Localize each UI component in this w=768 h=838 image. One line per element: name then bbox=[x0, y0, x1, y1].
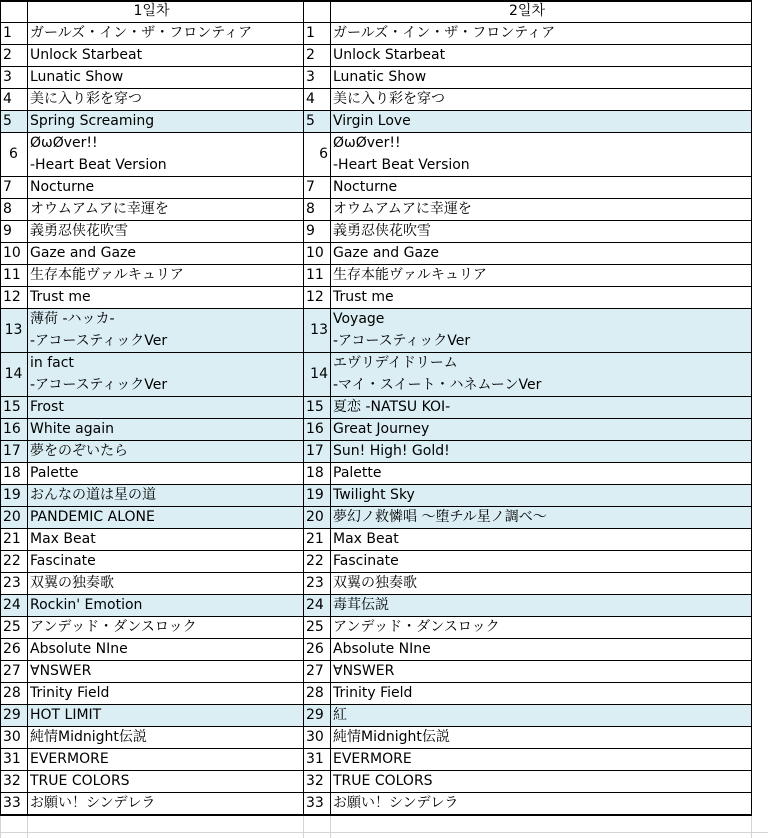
day2-track-number[interactable]: 2 bbox=[306, 47, 315, 63]
row-border bbox=[0, 110, 752, 111]
day2-track-number[interactable]: 22 bbox=[306, 553, 324, 569]
song-title-line: TRUE COLORS bbox=[30, 773, 130, 789]
day1-track-number[interactable]: 32 bbox=[3, 773, 21, 789]
day1-track-number[interactable]: 19 bbox=[0, 484, 27, 506]
day2-track-number[interactable]: 33 bbox=[306, 795, 324, 811]
song-title-line: ガールズ・イン・ザ・フロンティア bbox=[333, 25, 556, 41]
day2-song-title[interactable] bbox=[330, 44, 751, 66]
song-title-line: お願い！シンデレラ bbox=[333, 795, 459, 811]
song-title-line: 双翼の独奏歌 bbox=[333, 575, 417, 591]
day1-song-title[interactable] bbox=[27, 638, 303, 660]
song-title-line: HOT LIMIT bbox=[30, 707, 102, 723]
row-border bbox=[0, 814, 752, 816]
day2-track-number[interactable]: 23 bbox=[306, 575, 324, 591]
day2-song-title[interactable] bbox=[330, 220, 751, 242]
row-border bbox=[0, 242, 752, 243]
song-title-line: Nocturne bbox=[333, 179, 398, 195]
day1-song-title[interactable] bbox=[27, 264, 303, 286]
empty-gridline bbox=[303, 816, 304, 838]
day2-track-number[interactable]: 28 bbox=[306, 685, 324, 701]
day1-song-title[interactable] bbox=[27, 220, 303, 242]
day1-track-number[interactable]: 11 bbox=[3, 267, 21, 283]
day1-song-title[interactable] bbox=[27, 484, 303, 506]
song-title-line: Twilight Sky bbox=[333, 487, 415, 503]
day2-track-number[interactable]: 14 bbox=[303, 352, 330, 396]
day2-song-title[interactable] bbox=[330, 66, 751, 88]
day2-track-number[interactable]: 25 bbox=[306, 619, 324, 635]
column-border bbox=[303, 0, 304, 815]
day2-song-title[interactable] bbox=[330, 132, 751, 176]
day2-track-number[interactable]: 21 bbox=[306, 531, 324, 547]
row-border bbox=[0, 792, 752, 793]
day1-track-number[interactable]: 15 bbox=[0, 396, 27, 418]
day2-song-title[interactable] bbox=[330, 198, 751, 220]
day2-song-title[interactable] bbox=[330, 572, 751, 594]
day2-track-number[interactable]: 20 bbox=[303, 506, 330, 528]
empty-gridline bbox=[751, 816, 752, 838]
row-border bbox=[0, 572, 752, 573]
day1-track-number[interactable]: 3 bbox=[3, 69, 12, 85]
day1-song-title[interactable] bbox=[27, 594, 303, 616]
day1-track-number[interactable]: 10 bbox=[3, 245, 21, 261]
song-title-line: ØωØver!! bbox=[30, 135, 98, 151]
day2-track-number[interactable]: 29 bbox=[303, 704, 330, 726]
day1-track-number[interactable]: 12 bbox=[3, 289, 21, 305]
day1-song-title[interactable] bbox=[27, 726, 303, 748]
day2-song-title[interactable] bbox=[330, 616, 751, 638]
day1-track-number[interactable]: 16 bbox=[0, 418, 27, 440]
day2-track-number[interactable]: 13 bbox=[303, 308, 330, 352]
song-title-line: 夢幻ノ救憐唱 ～堕チル星ノ調ベ～ bbox=[333, 509, 547, 525]
row-border bbox=[0, 44, 752, 45]
day1-track-number[interactable]: 21 bbox=[3, 531, 21, 547]
day1-song-title[interactable] bbox=[27, 22, 303, 44]
day2-song-title[interactable] bbox=[330, 770, 751, 792]
day1-song-title[interactable] bbox=[27, 110, 303, 132]
day2-song-title[interactable] bbox=[330, 418, 751, 440]
day2-track-number[interactable]: 5 bbox=[303, 110, 330, 132]
day2-song-title[interactable] bbox=[330, 22, 751, 44]
day2-song-title[interactable] bbox=[330, 594, 751, 616]
day2-song-title[interactable] bbox=[330, 726, 751, 748]
song-title-line: 双翼の独奏歌 bbox=[30, 575, 114, 591]
row-border bbox=[0, 638, 752, 639]
day1-song-title[interactable] bbox=[27, 352, 303, 396]
day1-song-title[interactable] bbox=[27, 506, 303, 528]
song-title-line: ∀NSWER bbox=[333, 663, 395, 679]
day1-track-number[interactable]: 20 bbox=[0, 506, 27, 528]
song-title-line: Gaze and Gaze bbox=[30, 245, 137, 261]
row-border bbox=[0, 308, 752, 309]
song-title-line: アンデッド・ダンスロック bbox=[333, 619, 500, 635]
day2-track-number[interactable]: 30 bbox=[306, 729, 324, 745]
day1-track-number[interactable]: 25 bbox=[3, 619, 21, 635]
song-title-line: TRUE COLORS bbox=[333, 773, 433, 789]
song-title-line: -アコースティックVer bbox=[30, 333, 168, 349]
day2-song-title[interactable] bbox=[330, 462, 751, 484]
day1-track-number[interactable]: 5 bbox=[0, 110, 27, 132]
day1-song-title[interactable] bbox=[27, 242, 303, 264]
row-border bbox=[0, 726, 752, 727]
day2-track-number[interactable]: 12 bbox=[306, 289, 324, 305]
day2-song-title[interactable] bbox=[330, 528, 751, 550]
day1-track-number[interactable]: 2 bbox=[3, 47, 12, 63]
day1-track-number[interactable]: 1 bbox=[3, 25, 12, 41]
day2-track-number[interactable]: 27 bbox=[306, 663, 324, 679]
day2-track-number[interactable]: 19 bbox=[303, 484, 330, 506]
song-title-line: Trust me bbox=[333, 289, 394, 305]
song-title-line: EVERMORE bbox=[30, 751, 109, 767]
day2-track-number[interactable]: 3 bbox=[306, 69, 315, 85]
day2-track-number[interactable]: 7 bbox=[306, 179, 315, 195]
song-title-line: お願い！シンデレラ bbox=[30, 795, 156, 811]
song-title-line: Nocturne bbox=[30, 179, 95, 195]
row-border bbox=[0, 220, 752, 221]
day2-song-title[interactable] bbox=[330, 242, 751, 264]
song-title-line: 純情Midnight伝説 bbox=[30, 729, 147, 745]
song-title-line: Palette bbox=[30, 465, 79, 481]
header-day1[interactable]: 1일차 bbox=[133, 3, 170, 19]
song-title-line: Lunatic Show bbox=[30, 69, 124, 85]
day2-song-title[interactable] bbox=[330, 440, 751, 462]
song-title-line: Gaze and Gaze bbox=[333, 245, 440, 261]
row-border bbox=[0, 418, 752, 419]
column-border bbox=[0, 0, 1, 815]
header-day2[interactable]: 2일차 bbox=[509, 3, 545, 19]
row-border bbox=[0, 748, 752, 749]
day1-track-number[interactable]: 24 bbox=[0, 594, 27, 616]
day2-song-title[interactable] bbox=[330, 550, 751, 572]
song-title-line: -アコースティックVer bbox=[333, 333, 471, 349]
song-title-line: Frost bbox=[30, 399, 64, 415]
song-title-line: EVERMORE bbox=[333, 751, 412, 767]
song-title-line: White again bbox=[30, 421, 114, 437]
song-title-line: 純情Midnight伝説 bbox=[333, 729, 450, 745]
day1-song-title[interactable] bbox=[27, 308, 303, 352]
song-title-line: -Heart Beat Version bbox=[333, 157, 470, 173]
day2-song-title[interactable] bbox=[330, 286, 751, 308]
day2-song-title[interactable] bbox=[330, 308, 751, 352]
day1-track-number[interactable]: 29 bbox=[0, 704, 27, 726]
day2-track-number[interactable]: 17 bbox=[303, 440, 330, 462]
song-title-line: Max Beat bbox=[333, 531, 399, 547]
column-border bbox=[330, 0, 331, 815]
day1-song-title[interactable] bbox=[27, 66, 303, 88]
day1-track-number[interactable]: 23 bbox=[3, 575, 21, 591]
row-border bbox=[0, 462, 752, 463]
day2-track-number[interactable]: 16 bbox=[303, 418, 330, 440]
song-title-line: Great Journey bbox=[333, 421, 430, 437]
song-title-line: Absolute NIne bbox=[333, 641, 431, 657]
day1-track-number[interactable]: 4 bbox=[3, 91, 12, 107]
day1-song-title[interactable] bbox=[27, 572, 303, 594]
day1-song-title[interactable] bbox=[27, 748, 303, 770]
song-title-line: Trinity Field bbox=[333, 685, 413, 701]
day1-song-title[interactable] bbox=[27, 286, 303, 308]
song-title-line: 義勇忍侠花吹雪 bbox=[333, 223, 431, 239]
day1-track-number[interactable]: 6 bbox=[9, 146, 18, 162]
song-title-line: ガールズ・イン・ザ・フロンティア bbox=[30, 25, 253, 41]
day2-song-title[interactable] bbox=[330, 176, 751, 198]
song-title-line: 美に入り彩を穿つ bbox=[30, 91, 142, 107]
day1-track-number[interactable]: 7 bbox=[3, 179, 12, 195]
column-border bbox=[27, 0, 28, 815]
day1-song-title[interactable] bbox=[27, 682, 303, 704]
day1-song-title[interactable] bbox=[27, 198, 303, 220]
song-title-line: 毒茸伝説 bbox=[333, 597, 389, 613]
song-title-line: PANDEMIC ALONE bbox=[30, 509, 155, 525]
day2-song-title[interactable] bbox=[330, 660, 751, 682]
day2-song-title[interactable] bbox=[330, 88, 751, 110]
day1-song-title[interactable] bbox=[27, 462, 303, 484]
day1-song-title[interactable] bbox=[27, 528, 303, 550]
row-border bbox=[0, 484, 752, 485]
empty-gridline bbox=[27, 816, 28, 838]
row-border bbox=[0, 352, 752, 353]
day1-song-title[interactable] bbox=[27, 132, 303, 176]
day2-track-number[interactable]: 18 bbox=[306, 465, 324, 481]
day2-song-title[interactable] bbox=[330, 396, 751, 418]
day2-track-number[interactable]: 15 bbox=[303, 396, 330, 418]
day2-song-title[interactable] bbox=[330, 638, 751, 660]
day1-track-number[interactable]: 18 bbox=[3, 465, 21, 481]
day2-track-number[interactable]: 9 bbox=[306, 223, 315, 239]
day1-track-number[interactable]: 14 bbox=[0, 352, 27, 396]
day2-song-title[interactable] bbox=[330, 792, 751, 814]
day2-song-title[interactable] bbox=[330, 352, 751, 396]
day2-track-number[interactable]: 4 bbox=[306, 91, 315, 107]
day1-song-title[interactable] bbox=[27, 550, 303, 572]
day1-song-title[interactable] bbox=[27, 770, 303, 792]
row-border bbox=[0, 594, 752, 595]
song-title-line: Max Beat bbox=[30, 531, 96, 547]
day1-song-title[interactable] bbox=[27, 88, 303, 110]
day1-track-number[interactable]: 30 bbox=[3, 729, 21, 745]
song-title-line: 生存本能ヴァルキュリア bbox=[333, 267, 487, 283]
row-border bbox=[0, 132, 752, 133]
song-title-line: Unlock Starbeat bbox=[333, 47, 446, 63]
song-title-line: オウムアムアに幸運を bbox=[333, 201, 472, 217]
day2-track-number[interactable]: 8 bbox=[306, 201, 315, 217]
day1-song-title[interactable] bbox=[27, 616, 303, 638]
song-title-line: 生存本能ヴァルキュリア bbox=[30, 267, 184, 283]
row-border bbox=[0, 198, 752, 199]
song-title-line: 美に入り彩を穿つ bbox=[333, 91, 445, 107]
day1-track-number[interactable]: 26 bbox=[3, 641, 21, 657]
song-title-line: おんなの道は星の道 bbox=[30, 487, 156, 503]
song-title-line: Fascinate bbox=[333, 553, 399, 569]
row-border bbox=[0, 264, 752, 265]
song-title-line: Spring Screaming bbox=[30, 113, 155, 129]
song-title-line: Sun! High! Gold! bbox=[333, 443, 450, 459]
song-title-line: Fascinate bbox=[30, 553, 96, 569]
day1-track-number[interactable]: 31 bbox=[3, 751, 21, 767]
song-title-line: 義勇忍侠花吹雪 bbox=[30, 223, 128, 239]
song-title-line: -アコースティックVer bbox=[30, 377, 168, 393]
day2-track-number[interactable]: 24 bbox=[303, 594, 330, 616]
row-border bbox=[0, 528, 752, 529]
row-border bbox=[0, 22, 752, 23]
day1-track-number[interactable]: 22 bbox=[3, 553, 21, 569]
row-border bbox=[0, 440, 752, 441]
song-title-line: Virgin Love bbox=[333, 113, 411, 129]
song-title-line: 夏恋 -NATSU KOI- bbox=[333, 399, 451, 415]
day2-song-title[interactable] bbox=[330, 264, 751, 286]
row-border bbox=[0, 506, 752, 507]
row-border bbox=[0, 88, 752, 89]
day2-track-number[interactable]: 11 bbox=[306, 267, 324, 283]
day1-song-title[interactable] bbox=[27, 660, 303, 682]
row-border bbox=[0, 286, 752, 287]
day1-track-number[interactable]: 27 bbox=[3, 663, 21, 679]
day2-track-number[interactable]: 10 bbox=[306, 245, 324, 261]
day2-song-title[interactable] bbox=[330, 704, 751, 726]
day2-track-number[interactable]: 1 bbox=[306, 25, 315, 41]
empty-gridline bbox=[0, 832, 768, 833]
empty-gridline bbox=[330, 816, 331, 838]
day1-track-number[interactable]: 33 bbox=[3, 795, 21, 811]
day1-track-number[interactable]: 28 bbox=[3, 685, 21, 701]
day1-track-number[interactable]: 9 bbox=[3, 223, 12, 239]
day1-song-title[interactable] bbox=[27, 44, 303, 66]
song-title-line: 紅 bbox=[333, 707, 347, 723]
day1-track-number[interactable]: 13 bbox=[0, 308, 27, 352]
song-title-line: 薄荷 -ハッカ- bbox=[30, 311, 115, 327]
day1-song-title[interactable] bbox=[27, 792, 303, 814]
song-title-line: Voyage bbox=[333, 311, 385, 327]
empty-gridline bbox=[0, 816, 1, 838]
row-border bbox=[0, 550, 752, 551]
day1-song-title[interactable] bbox=[27, 396, 303, 418]
row-border bbox=[0, 66, 752, 67]
day1-track-number[interactable]: 8 bbox=[3, 201, 12, 217]
song-title-line: -マイ・スイート・ハネムーンVer bbox=[333, 377, 542, 393]
song-title-line: Trinity Field bbox=[30, 685, 110, 701]
song-title-line: Lunatic Show bbox=[333, 69, 427, 85]
song-title-line: エヴリデイドリーム bbox=[333, 355, 458, 371]
row-border bbox=[0, 616, 752, 617]
day2-song-title[interactable] bbox=[330, 484, 751, 506]
row-border bbox=[0, 682, 752, 683]
song-title-line: 夢をのぞいたら bbox=[30, 443, 128, 459]
day1-track-number[interactable]: 17 bbox=[0, 440, 27, 462]
row-border bbox=[0, 176, 752, 177]
day1-song-title[interactable] bbox=[27, 704, 303, 726]
song-title-line: ØωØver!! bbox=[333, 135, 401, 151]
song-title-line: Trust me bbox=[30, 289, 91, 305]
day2-song-title[interactable] bbox=[330, 748, 751, 770]
day2-track-number[interactable]: 26 bbox=[306, 641, 324, 657]
row-border bbox=[0, 0, 752, 2]
day2-song-title[interactable] bbox=[330, 506, 751, 528]
song-title-line: Absolute NIne bbox=[30, 641, 128, 657]
day2-track-number[interactable]: 6 bbox=[319, 146, 328, 162]
column-border bbox=[751, 0, 752, 815]
row-border bbox=[0, 770, 752, 771]
row-border bbox=[0, 704, 752, 705]
day1-song-title[interactable] bbox=[27, 176, 303, 198]
song-title-line: Rockin' Emotion bbox=[30, 597, 143, 613]
song-title-line: Palette bbox=[333, 465, 382, 481]
song-title-line: オウムアムアに幸運を bbox=[30, 201, 169, 217]
row-border bbox=[0, 660, 752, 661]
day2-song-title[interactable] bbox=[330, 110, 751, 132]
song-title-line: アンデッド・ダンスロック bbox=[30, 619, 197, 635]
day1-song-title[interactable] bbox=[27, 418, 303, 440]
day2-track-number[interactable]: 32 bbox=[306, 773, 324, 789]
song-title-line: in fact bbox=[30, 355, 74, 371]
song-title-line: Unlock Starbeat bbox=[30, 47, 143, 63]
day1-song-title[interactable] bbox=[27, 440, 303, 462]
row-border bbox=[0, 396, 752, 397]
day2-track-number[interactable]: 31 bbox=[306, 751, 324, 767]
day2-song-title[interactable] bbox=[330, 682, 751, 704]
song-title-line: ∀NSWER bbox=[30, 663, 92, 679]
song-title-line: -Heart Beat Version bbox=[30, 157, 167, 173]
